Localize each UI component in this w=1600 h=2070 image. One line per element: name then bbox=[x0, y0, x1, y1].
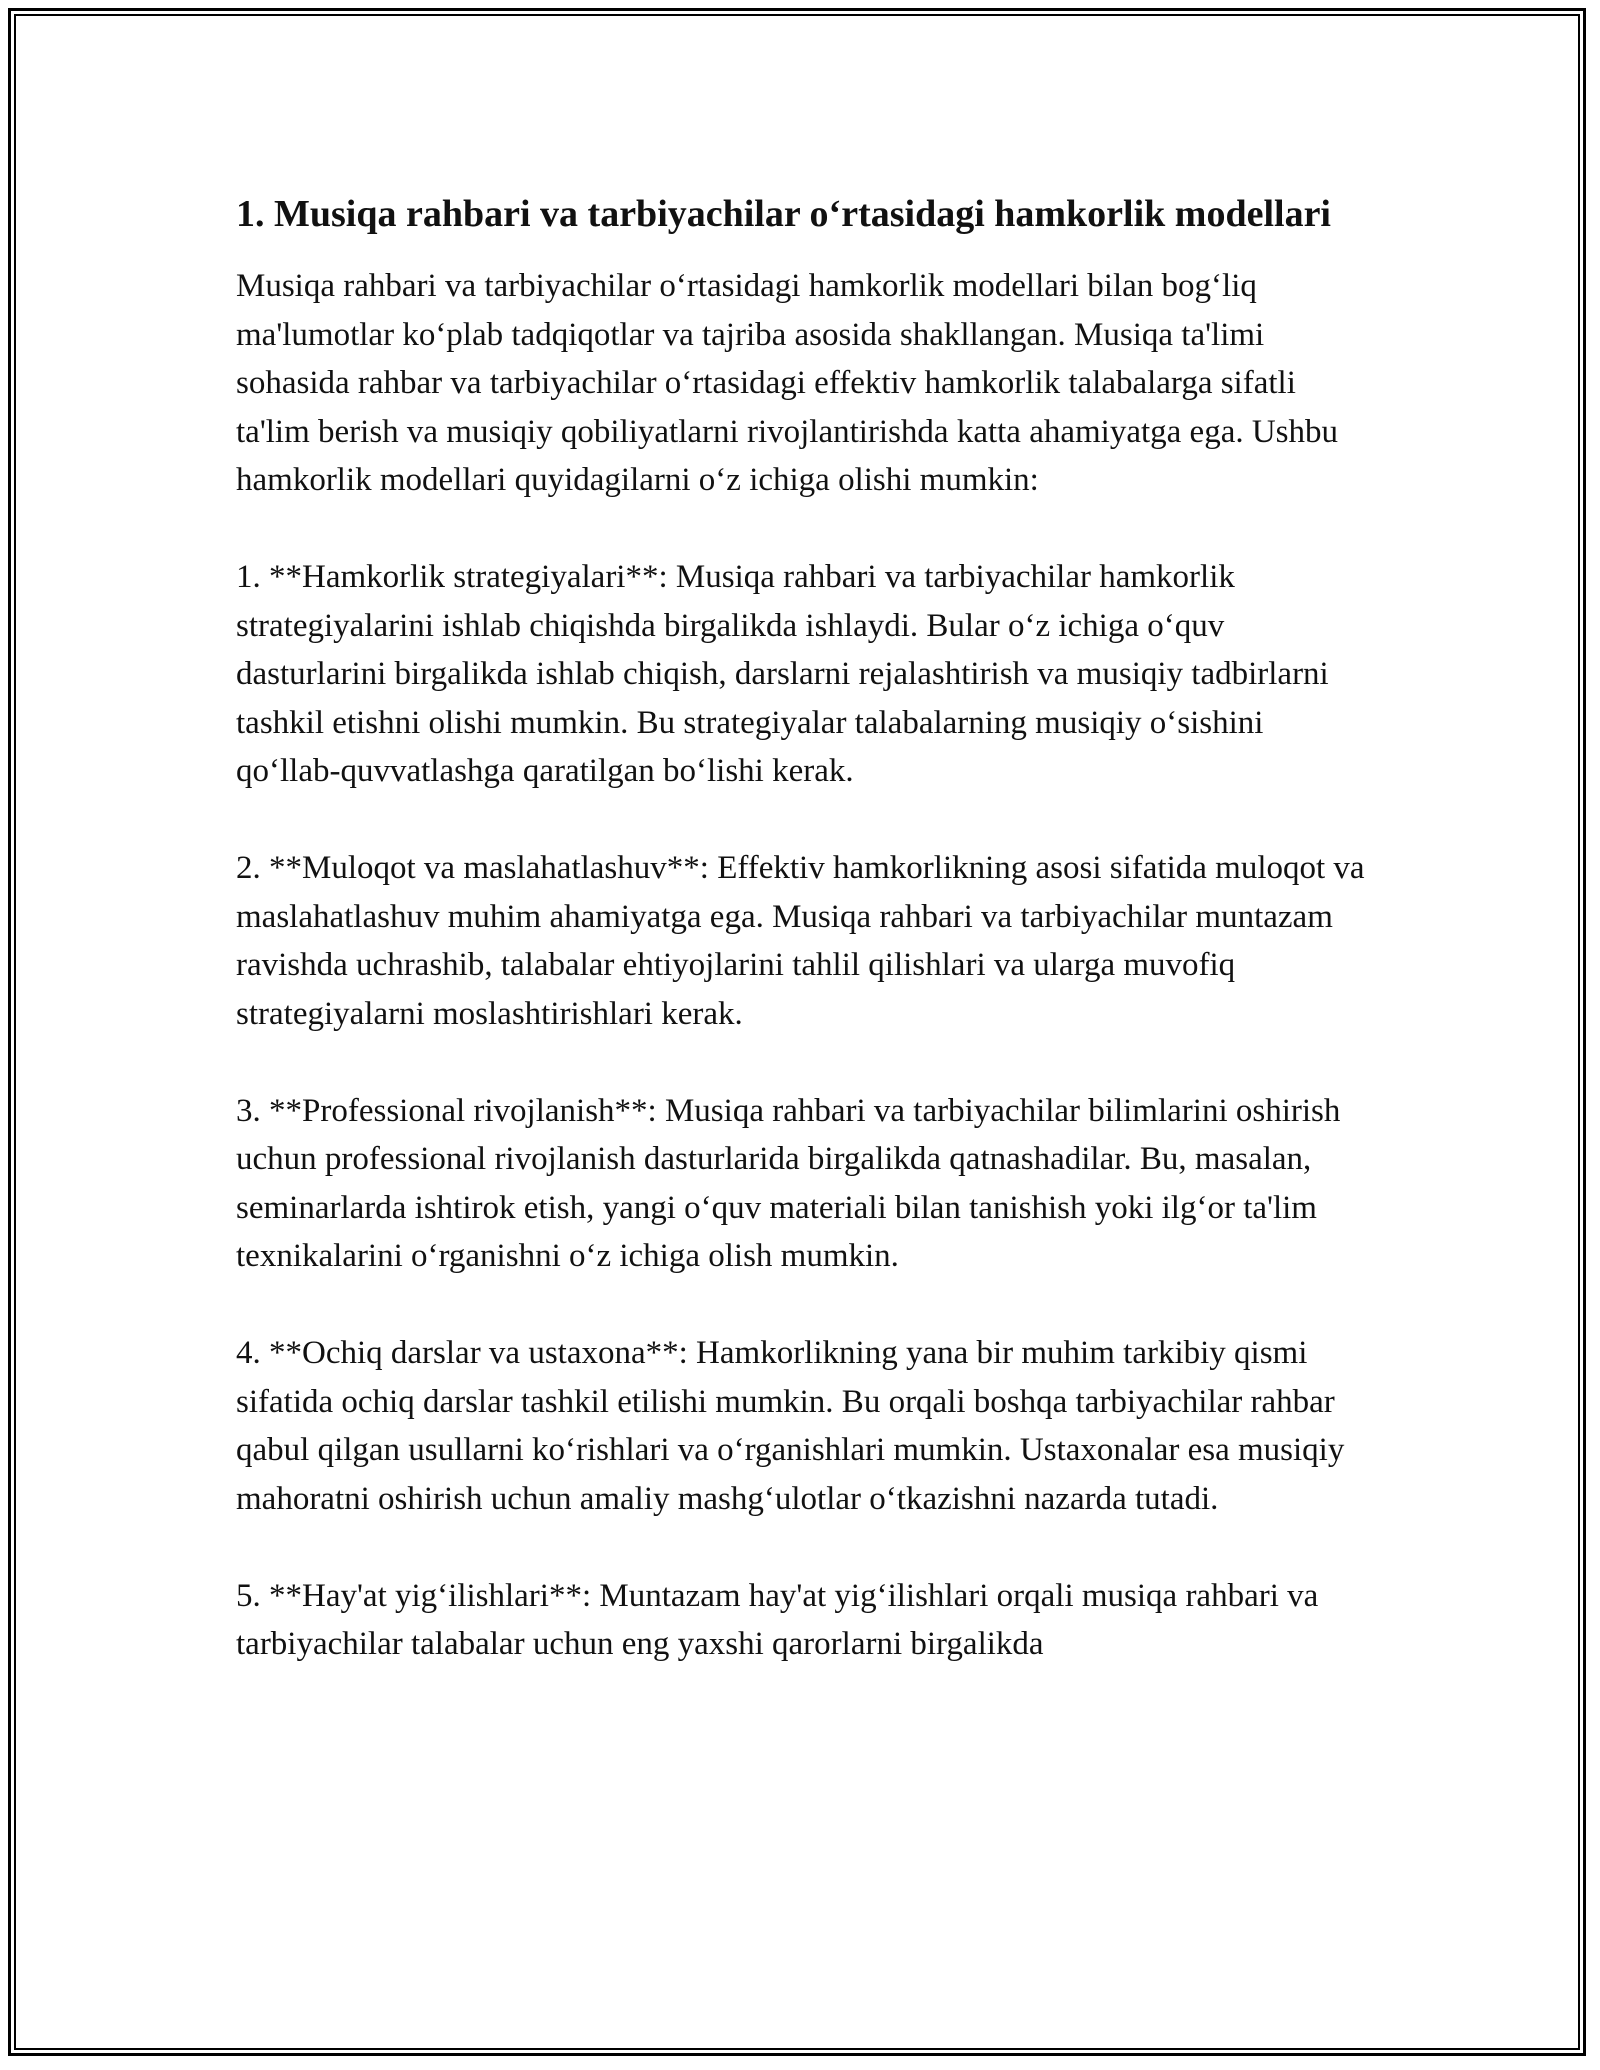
list-item-council-meetings: 5. **Hay'at yig‘ilishlari**: Muntazam hay'at yig‘ilishlari orqali musiqa rahbari va tarbiyachilar talabalar uchun eng yaxshi qarorlarni birgalikda bbox=[236, 1577, 1319, 1662]
section-heading: 1. Musiqa rahbari va tarbiyachilar o‘rtasidagi hamkorlik modellari bbox=[236, 193, 1331, 235]
list-item-open-lessons: 4. **Ochiq darslar va ustaxona**: Hamkorlikning yana bir muhim tarkibiy qismi sifatida ochiq darslar tashkil etilishi mumkin. Bu orqali boshqa tarbiyachilar rahbar qabul qilgan usullarni ko‘rishlari va o‘rganishlari mumkin. Ustaxonalar esa musiqiy mahoratni oshirish uchun amaliy mashg‘ulotlar o‘tkazishni nazarda tutadi. bbox=[236, 1335, 1345, 1517]
intro-paragraph: Musiqa rahbari va tarbiyachilar o‘rtasidagi hamkorlik modellari bilan bog‘liq ma'lumotlar ko‘plab tadqiqotlar va tajriba asosida shakllangan. Musiqa ta'limi sohasida rahbar va tarbiyachilar o‘rtasidagi effektiv hamkorlik talabalarga sifatli ta'lim berish va musiqiy qobiliyatlarni rivojlantirishda katta ahamiyatga ega. Ushbu hamkorlik modellari quyidagilarni o‘z ichiga olishi mumkin: bbox=[236, 268, 1339, 498]
list-item-collaboration-strategies: 1. **Hamkorlik strategiyalari**: Musiqa rahbari va tarbiyachilar hamkorlik strategiyalarini ishlab chiqishda birgalikda ishlaydi. Bular o‘z ichiga o‘quv dasturlarini birgalikda ishlab chiqish, darslarni rejalashtirish va musiqiy tadbirlarni tashkil etishni olishi mumkin. Bu strategiyalar talabalarning musiqiy o‘sishini qo‘llab-quvvatlashga qaratilgan bo‘lishi kerak. bbox=[236, 559, 1329, 789]
list-item-professional-development: 3. **Professional rivojlanish**: Musiqa rahbari va tarbiyachilar bilimlarini oshirish uchun professional rivojlanish dasturlarida birgalikda qatnashadilar. Bu, masalan, seminarlarda ishtirok etish, yangi o‘quv materiali bilan tanishish yoki ilg‘or ta'lim texnikalarini o‘rganishni o‘z ichiga olish mumkin. bbox=[236, 1092, 1341, 1274]
document-body bbox=[236, 186, 1366, 1717]
list-item-communication: 2. **Muloqot va maslahatlashuv**: Effektiv hamkorlikning asosi sifatida muloqot va maslahatlashuv muhim ahamiyatga ega. Musiqa rahbari va tarbiyachilar muntazam ravishda uchrashib, talabalar ehtiyojlarini tahlil qilishlari va ularga muvofiq strategiyalarni moslashtirishlari kerak. bbox=[236, 850, 1365, 1032]
